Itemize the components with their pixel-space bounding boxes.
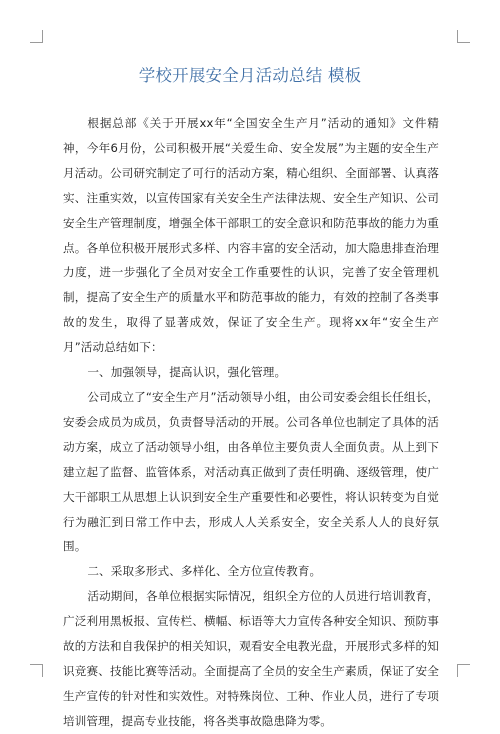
document-title: 学校开展安全月活动总结 模板: [138, 66, 362, 85]
section-heading-2: 二、采取多形式、多样化、全方位宣传教育。: [87, 564, 322, 579]
paragraph-section-1: 公司成立了“安全生产月”活动领导小组，由公司安委会组长任组长，安委会成员为成员，负责督导活动的开展。公司各单位也制定了具体的活动方案，成立了活动领导小组，由各单位主要负责人全面负责。从上到下建立起了监督、监管体系，对活动真正做到了责任明确、逐级管理，使广大干部职工从思想上认识到安全生产重要性和必要性，将认识转变为自觉行为融汇到日常工作中去，形成人人关系安全，安全关系人人的良好氛围。: [63, 389, 439, 554]
page-corner-mark-top-right: [457, 30, 470, 43]
page-corner-mark-bottom-right: [457, 664, 470, 677]
document-body: [63, 111, 439, 734]
paragraph-intro: 根据总部《关于开展xx年“全国安全生产月”活动的通知》文件精神，今年6月份，公司积极开展“关爱生命、安全发展”为主题的安全生产月活动。公司研究制定了可行的活动方案，精心组织、全面部署、认真落实、注重实效，以宣传国家有关安全生产法律法规、安全生产知识、公司安全生产管理制度，增强全体干部职工的安全意识和防范事故的能力为重点。各单位积极开展形式多样、内容丰富的安全活动，加大隐患排查治理力度，进一步强化了全员对安全工作重要性的认识，完善了安全管理机制，提高了安全生产的质量水平和防范事故的能力，有效的控制了各类事故的发生，取得了显著成效，保证了安全生产。现将xx年“安全生产月”活动总结如下：: [63, 116, 439, 355]
page-corner-mark-top-left: [30, 30, 43, 43]
paragraph-section-2: 活动期间，各单位根据实际情况，组织全方位的人员进行培训教育，广泛利用黑板报、宣传栏、横幅、标语等大力宣传各种安全知识、预防事故的方法和自我保护的相关知识，观看安全电教光盘，开展形式多样的知识竞赛、技能比赛等活动。全面提高了全员的安全生产素质，保证了安全生产宣传的针对性和实效性。对特殊岗位、工种、作业人员，进行了专项培训管理，提高专业技能，将各类事故隐患降为零。: [63, 589, 439, 728]
section-heading-1: 一、加强领导，提高认识，强化管理。: [87, 365, 287, 380]
page-corner-mark-bottom-left: [30, 664, 43, 677]
